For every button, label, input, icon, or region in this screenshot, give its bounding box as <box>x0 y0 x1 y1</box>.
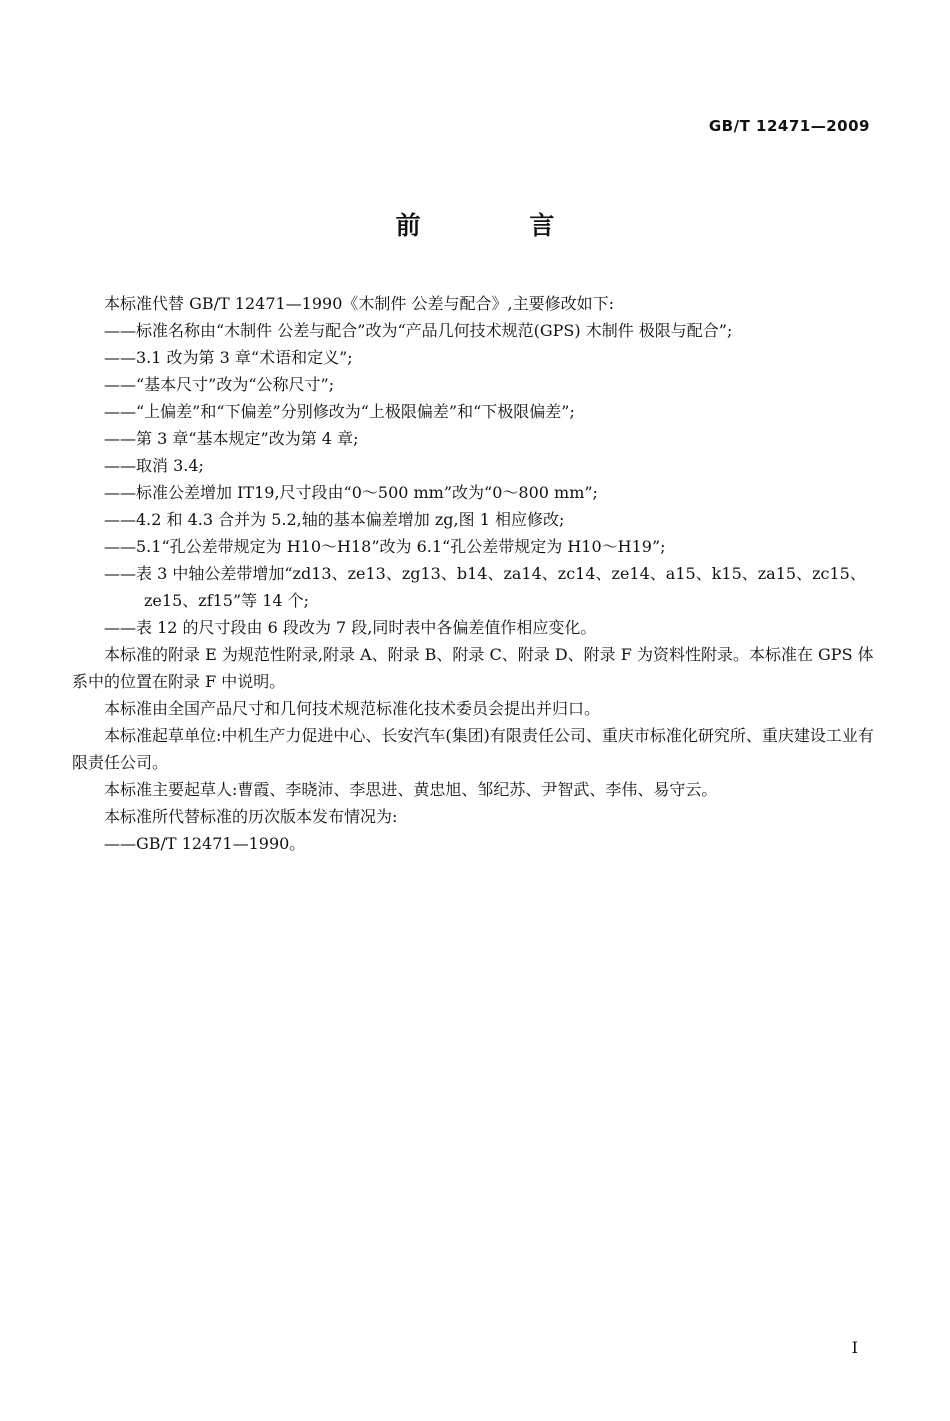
drafters-paragraph: 本标准主要起草人:曹霞、李晓沛、李思进、黄忠旭、邹纪苏、尹智武、李伟、易守云。 <box>104 780 718 799</box>
committee-paragraph: 本标准由全国产品尺寸和几何技术规范标准化技术委员会提出并归口。 <box>104 699 601 718</box>
change-item: ——取消 3.4; <box>104 456 204 475</box>
page-title: 前 言 <box>395 211 605 240</box>
page-number: I <box>851 1338 858 1357</box>
annex-paragraph: 本标准的附录 E 为规范性附录,附录 A、附录 B、附录 C、附录 D、附录 F 为资料性附录。本标准在 GPS 体系中的位置在附录 F 中说明。 <box>72 645 874 691</box>
change-item: ——3.1 改为第 3 章“术语和定义”; <box>104 348 353 367</box>
change-item: ——表 3 中轴公差带增加“zd13、ze13、zg13、b14、za14、zc14、ze14、a15、k15、za15、zc15、ze15、zf15”等 14 个; <box>104 564 866 610</box>
intro-paragraph: 本标准代替 GB/T 12471—1990《木制件 公差与配合》,主要修改如下: <box>104 294 614 313</box>
change-item: ——标准名称由“木制件 公差与配合”改为“产品几何技术规范(GPS) 木制件 极限与配合”; <box>104 321 733 340</box>
change-item: ——5.1“孔公差带规定为 H10～H18”改为 6.1“孔公差带规定为 H10～H19”; <box>104 537 666 556</box>
change-item: ——第 3 章“基本规定”改为第 4 章; <box>104 429 359 448</box>
history-paragraph: 本标准所代替标准的历次版本发布情况为: <box>104 807 398 826</box>
history-list <box>72 830 880 857</box>
changes-list <box>72 317 880 641</box>
drafting-units-paragraph: 本标准起草单位:中机生产力促进中心、长安汽车(集团)有限责任公司、重庆市标准化研究所、重庆建设工业有限责任公司。 <box>72 726 874 772</box>
change-item: ——4.2 和 4.3 合并为 5.2,轴的基本偏差增加 zg,图 1 相应修改; <box>104 510 565 529</box>
standard-code: GB/T 12471—2009 <box>708 117 870 135</box>
foreword-body <box>72 290 880 857</box>
change-item: ——“基本尺寸”改为“公称尺寸”; <box>104 375 335 394</box>
change-item: ——“上偏差”和“下偏差”分别修改为“上极限偏差”和“下极限偏差”; <box>104 402 575 421</box>
change-item: ——表 12 的尺寸段由 6 段改为 7 段,同时表中各偏差值作相应变化。 <box>104 618 597 637</box>
change-item: ——标准公差增加 IT19,尺寸段由“0～500 mm”改为“0～800 mm”; <box>104 483 598 502</box>
history-item: ——GB/T 12471—1990。 <box>104 834 306 853</box>
